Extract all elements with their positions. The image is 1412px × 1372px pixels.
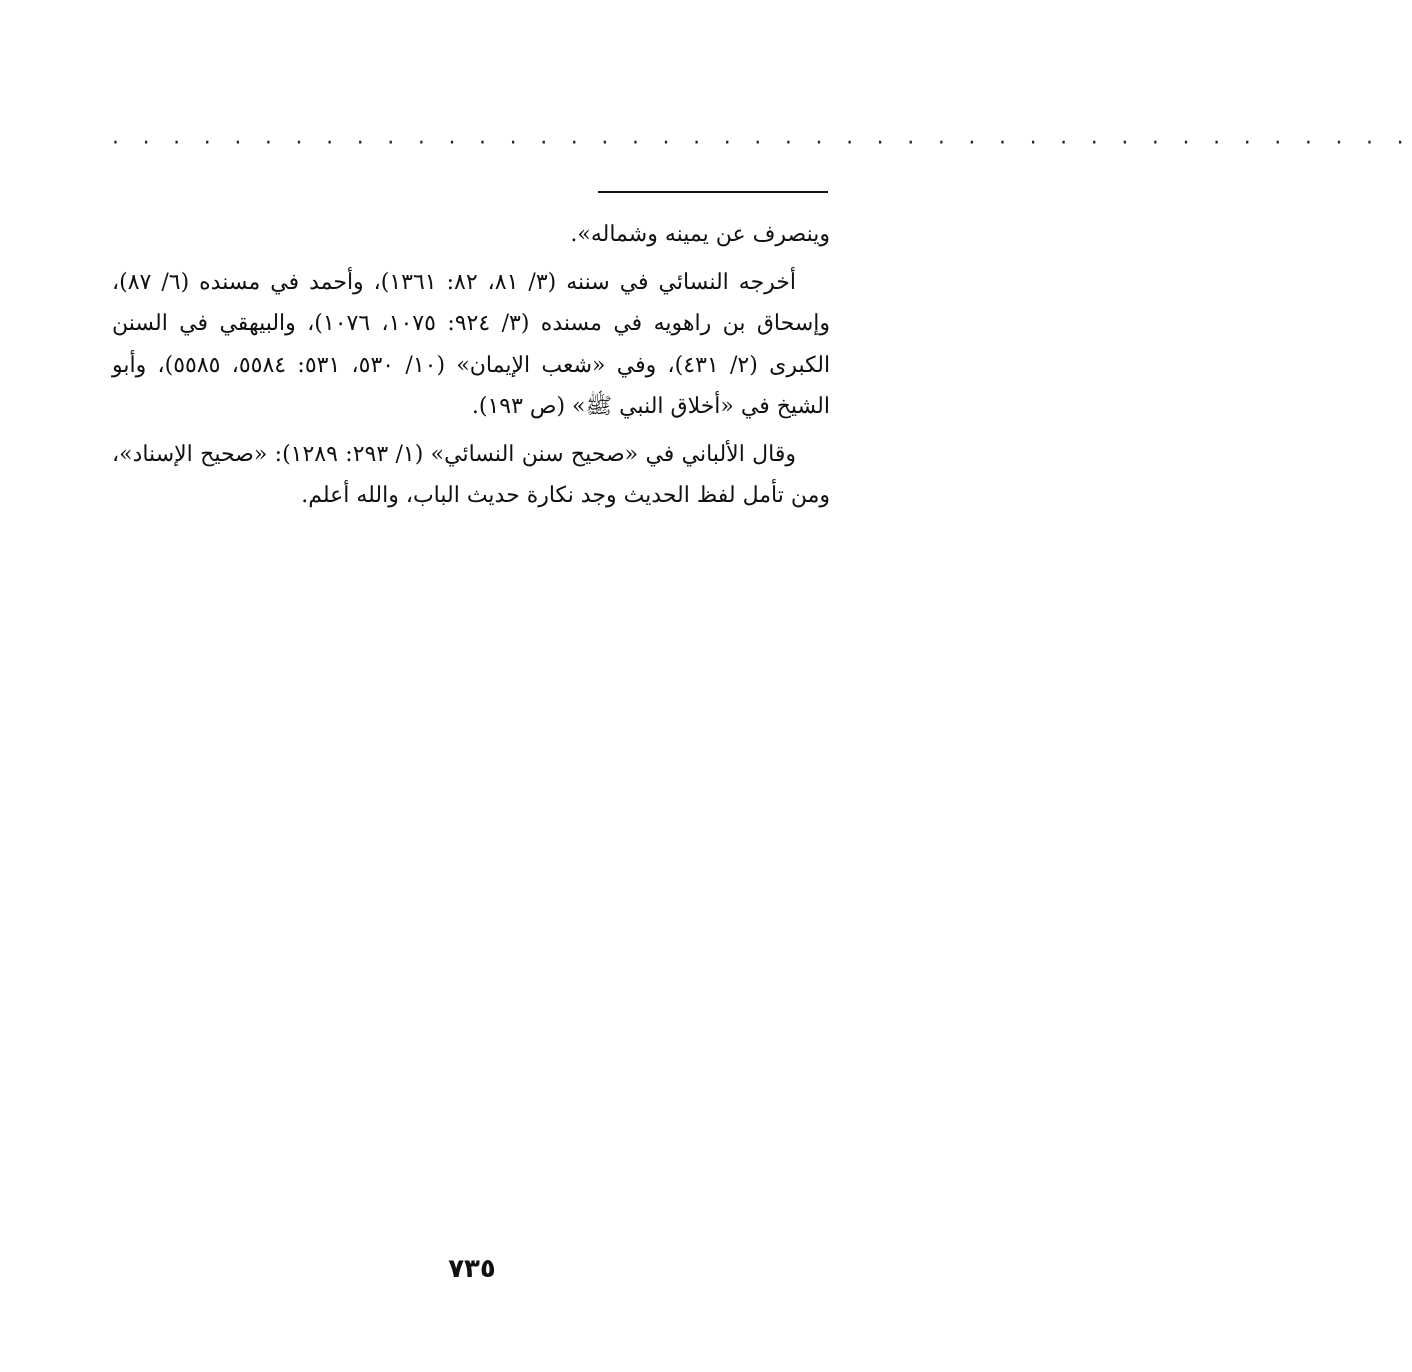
paragraph-3: وقال الألباني في «صحيح سنن النسائي» (١/ ٢٩٣: ١٢٨٩): «صحيح الإسناد»، ومن تأمل لفظ الحديث وجد نكارة حديث الباب، والله أعلم.	[112, 441, 830, 508]
footnote-rule	[598, 191, 828, 193]
paragraph-1: وينصرف عن يمينه وشماله».	[570, 222, 830, 247]
paragraph-2: أخرجه النسائي في سننه (٣/ ٨١، ٨٢: ١٣٦١)، وأحمد في مسنده (٦/ ٨٧)، وإسحاق بن راهويه في مسنده (٣/ ٩٢٤: ١٠٧٥، ١٠٧٦)، والبيهقي في السنن الكبرى (٢/ ٤٣١)، وفي «شعب الإيمان» (١٠/ ٥٣٠، ٥٣١: ٥٥٨٤، ٥٥٨٥)، وأبو الشيخ في «أخلاق النبي ﷺ» (ص ١٩٣).	[112, 269, 831, 419]
footnote-text-block	[112, 214, 830, 517]
dotted-separator: · · · · · · · · · · · · · · · · · · · · · · · · · · · · · · · · · · · · · · · · · · ·	[112, 131, 1412, 156]
page-number: ٧٣٥	[448, 1254, 496, 1284]
